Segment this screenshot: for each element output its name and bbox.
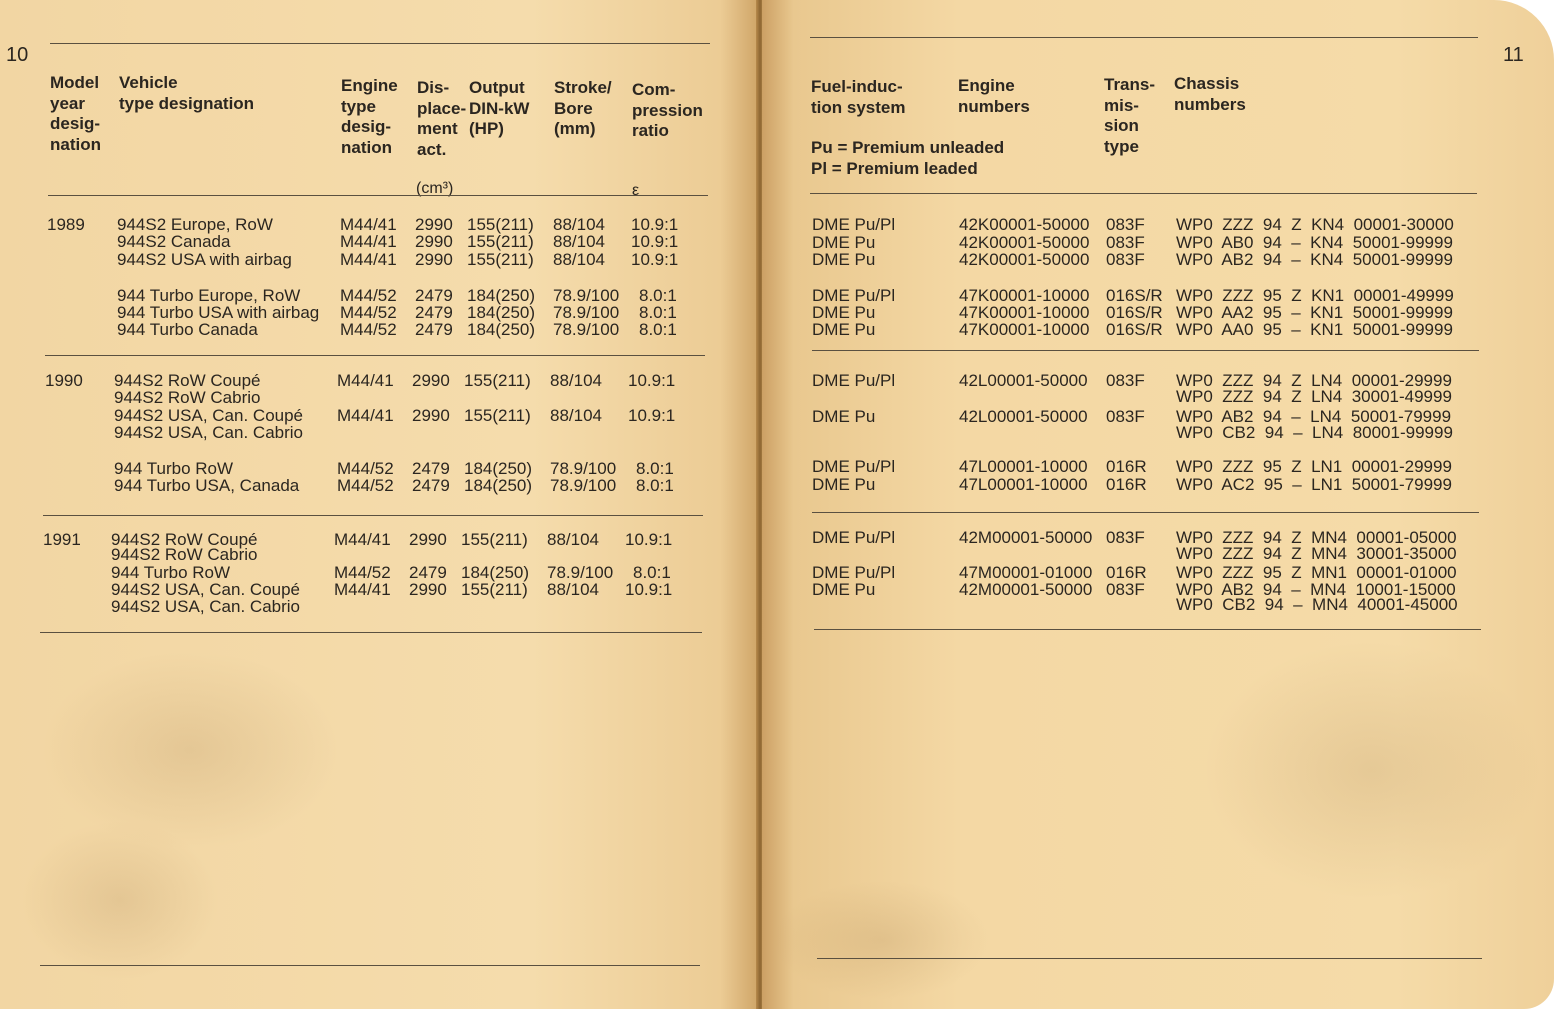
displacement: 2990 [409,580,447,599]
header-stroke-bore: Stroke/ Bore (mm) [554,78,612,138]
engine-type: M44/41 [340,250,397,269]
compression-ratio: 8.0:1 [639,303,677,322]
output: 184(250) [467,320,536,339]
displacement: 2990 [415,215,453,234]
transmission-type: 083F [1106,215,1145,234]
chassis-number: WP0 ZZZ 95 Z LN1 00001-29999 [1176,457,1452,476]
stroke-bore: 78.9/100 [550,476,617,495]
model-year: 1989 [47,215,85,234]
engine-numbers: 42M00001-50000 [959,528,1093,547]
engine-type: M44/41 [337,406,394,425]
displacement: 2479 [409,563,447,582]
chassis-number: WP0 ZZZ 94 Z LN4 30001-49999 [1176,387,1452,406]
engine-type: M44/52 [340,286,397,305]
chassis-number: WP0 ZZZ 94 Z LN4 00001-29999 [1176,371,1452,390]
fuel-induction: DME Pu/Pl [812,371,896,390]
model-year: 1991 [43,530,81,549]
fuel-induction: DME Pu/Pl [812,215,896,234]
vehicle-designation: 944S2 RoW Cabrio [114,388,261,407]
engine-type: M44/52 [340,303,397,322]
vehicle-designation: 944S2 USA, Can. Coupé [114,406,304,425]
header-rule [48,195,708,196]
displacement: 2479 [415,286,453,305]
engine-type: M44/41 [334,530,391,549]
compression-ratio: 10.9:1 [631,215,679,234]
chassis-number: WP0 ZZZ 95 Z KN1 00001-49999 [1176,286,1454,305]
engine-numbers: 42M00001-50000 [959,580,1093,599]
output: 155(211) [467,250,534,269]
engine-type: M44/41 [340,232,397,251]
engine-numbers: 47L00001-10000 [959,457,1088,476]
vehicle-designation: 944S2 USA, Can. Coupé [111,580,301,599]
transmission-type: 016S/R [1106,320,1163,339]
vehicle-designation: 944 Turbo RoW [111,563,231,582]
transmission-type: 083F [1106,580,1145,599]
compression-ratio: 8.0:1 [639,286,677,305]
left-page [0,0,758,1009]
transmission-type: 083F [1106,250,1145,269]
compression-ratio: 10.9:1 [631,250,679,269]
stroke-bore: 88/104 [550,406,602,425]
engine-type: M44/52 [334,563,391,582]
header-compression: Com- pression ratio [632,80,703,140]
fuel-induction: DME Pu [812,303,876,322]
output: 155(211) [467,232,534,251]
group-rule-1989 [45,355,705,356]
fuel-legend: Pu = Premium unleaded Pl = Premium leaded [811,138,1005,178]
fuel-induction: DME Pu [812,407,876,426]
engine-numbers: 42L00001-50000 [959,371,1088,390]
chassis-number: WP0 ZZZ 95 Z MN1 00001-01000 [1176,563,1457,582]
chassis-number: WP0 AA0 95 – KN1 50001-99999 [1176,320,1453,339]
output: 155(211) [461,530,528,549]
group-rule-1990 [43,515,703,516]
vehicle-designation: 944 Turbo Europe, RoW [117,286,301,305]
stain [1202,640,1542,900]
transmission-type: 083F [1106,528,1145,547]
group-rule-1989 [812,350,1479,351]
vehicle-designation: 944S2 RoW Cabrio [111,545,258,564]
stroke-bore: 78.9/100 [553,286,620,305]
chassis-number: WP0 CB2 94 – MN4 40001-45000 [1176,595,1458,614]
stroke-bore: 88/104 [547,530,599,549]
chassis-number: WP0 AB2 94 – MN4 10001-15000 [1176,580,1456,599]
stroke-bore: 88/104 [550,371,602,390]
header-rule [810,193,1477,194]
stain [20,820,220,980]
header-engine-type: Engine type desig- nation [341,76,398,157]
top-rule [50,43,710,44]
transmission-type: 016S/R [1106,303,1163,322]
group-rule-1991 [814,629,1481,630]
compression-ratio: 10.9:1 [625,580,673,599]
chassis-number: WP0 AB0 94 – KN4 50001-99999 [1176,233,1453,252]
stroke-bore: 78.9/100 [547,563,614,582]
output: 155(211) [467,215,534,234]
chassis-number: WP0 ZZZ 94 Z MN4 30001-35000 [1176,544,1457,563]
compression-ratio: 10.9:1 [628,406,676,425]
stain [40,650,340,850]
output: 184(250) [464,459,533,478]
page-number: 11 [1503,44,1524,66]
right-page [762,0,1554,1009]
compression-ratio: 10.9:1 [625,530,673,549]
vehicle-designation: 944S2 RoW Coupé [114,371,261,390]
compression-ratio: 10.9:1 [631,232,679,251]
engine-numbers: 47M00001-01000 [959,563,1093,582]
displacement: 2479 [415,303,453,322]
displacement: 2479 [412,476,450,495]
header-displacement: Dis- place- ment act. [417,78,467,159]
stroke-bore: 88/104 [553,232,605,251]
vehicle-designation: 944 Turbo USA with airbag [117,303,320,322]
vehicle-designation: 944S2 Europe, RoW [117,215,273,234]
top-rule [810,37,1478,38]
model-year: 1990 [45,371,83,390]
transmission-type: 016R [1106,457,1147,476]
vehicle-designation: 944S2 Canada [117,232,231,251]
stroke-bore: 88/104 [553,215,605,234]
output: 184(250) [467,303,536,322]
header-output: Output DIN-kW (HP) [469,78,530,138]
transmission-type: 016S/R [1106,286,1163,305]
output: 155(211) [464,371,531,390]
output: 155(211) [464,406,531,425]
vehicle-designation: 944 Turbo RoW [114,459,234,478]
displacement: 2990 [415,232,453,251]
chassis-number: WP0 AB2 94 – LN4 50001-79999 [1176,407,1452,426]
engine-type: M44/52 [337,459,394,478]
fuel-induction: DME Pu/Pl [812,286,896,305]
header-model-year: Model year desig- nation [50,73,101,154]
fuel-induction: DME Pu [812,320,876,339]
displacement: 2479 [412,459,450,478]
compression-ratio: 8.0:1 [636,476,674,495]
displacement: 2990 [415,250,453,269]
stroke-bore: 78.9/100 [550,459,617,478]
vehicle-designation: 944 Turbo USA, Canada [114,476,300,495]
engine-numbers: 42K00001-50000 [959,215,1090,234]
compression-ratio: 8.0:1 [633,563,671,582]
fuel-induction: DME Pu [812,233,876,252]
header-fuel-induction: Fuel-induc- tion system [811,77,906,117]
chassis-number: WP0 AA2 95 – KN1 50001-99999 [1176,303,1453,322]
engine-numbers: 42L00001-50000 [959,407,1088,426]
displacement: 2990 [409,530,447,549]
fuel-induction: DME Pu [812,250,876,269]
transmission-type: 016R [1106,563,1147,582]
engine-numbers: 47K00001-10000 [959,320,1090,339]
stroke-bore: 78.9/100 [553,320,620,339]
displacement: 2990 [412,406,450,425]
stain [772,880,992,1000]
header-chassis-numbers: Chassis numbers [1174,74,1246,114]
chassis-number: WP0 AC2 95 – LN1 50001-79999 [1176,475,1452,494]
displacement: 2990 [412,371,450,390]
bottom-rule [40,965,700,966]
stroke-bore: 88/104 [547,580,599,599]
engine-type: M44/41 [340,215,397,234]
engine-type: M44/52 [337,476,394,495]
group-rule-1991 [40,632,702,633]
engine-type: M44/41 [334,580,391,599]
compression-ratio: 10.9:1 [628,371,676,390]
compression-ratio: 8.0:1 [636,459,674,478]
stroke-bore: 88/104 [553,250,605,269]
header-engine-numbers: Engine numbers [958,76,1030,116]
output: 184(250) [464,476,533,495]
engine-numbers: 42K00001-50000 [959,233,1090,252]
header-transmission: Trans- mis- sion type [1104,75,1156,156]
output: 184(250) [461,563,530,582]
vehicle-designation: 944S2 USA, Can. Cabrio [111,597,300,616]
chassis-number: WP0 CB2 94 – LN4 80001-99999 [1176,423,1453,442]
vehicle-designation: 944S2 USA, Can. Cabrio [114,423,303,442]
compression-ratio: 8.0:1 [639,320,677,339]
chassis-number: WP0 ZZZ 94 Z MN4 00001-05000 [1176,528,1457,547]
chassis-number: WP0 AB2 94 – KN4 50001-99999 [1176,250,1453,269]
vehicle-designation: 944S2 RoW Coupé [111,530,258,549]
fuel-induction: DME Pu/Pl [812,563,896,582]
engine-numbers: 47K00001-10000 [959,303,1090,322]
transmission-type: 083F [1106,233,1145,252]
fuel-induction: DME Pu/Pl [812,457,896,476]
output: 155(211) [461,580,528,599]
transmission-type: 083F [1106,407,1145,426]
chassis-number: WP0 ZZZ 94 Z KN4 00001-30000 [1176,215,1454,234]
transmission-type: 083F [1106,371,1145,390]
vehicle-designation: 944 Turbo Canada [117,320,258,339]
displacement-unit: (cm³) [416,180,454,197]
fuel-induction: DME Pu [812,475,876,494]
vehicle-designation: 944S2 USA with airbag [117,250,292,269]
fuel-induction: DME Pu [812,580,876,599]
compression-symbol: ε [632,182,640,199]
page-number: 10 [6,44,29,66]
engine-numbers: 42K00001-50000 [959,250,1090,269]
stroke-bore: 78.9/100 [553,303,620,322]
displacement: 2479 [415,320,453,339]
fuel-induction: DME Pu/Pl [812,528,896,547]
engine-type: M44/41 [337,371,394,390]
header-vehicle: Vehicle type designation [119,73,255,113]
output: 184(250) [467,286,536,305]
bottom-rule [817,958,1482,959]
group-rule-1990 [812,512,1479,513]
engine-type: M44/52 [340,320,397,339]
engine-numbers: 47L00001-10000 [959,475,1088,494]
engine-numbers: 47K00001-10000 [959,286,1090,305]
transmission-type: 016R [1106,475,1147,494]
